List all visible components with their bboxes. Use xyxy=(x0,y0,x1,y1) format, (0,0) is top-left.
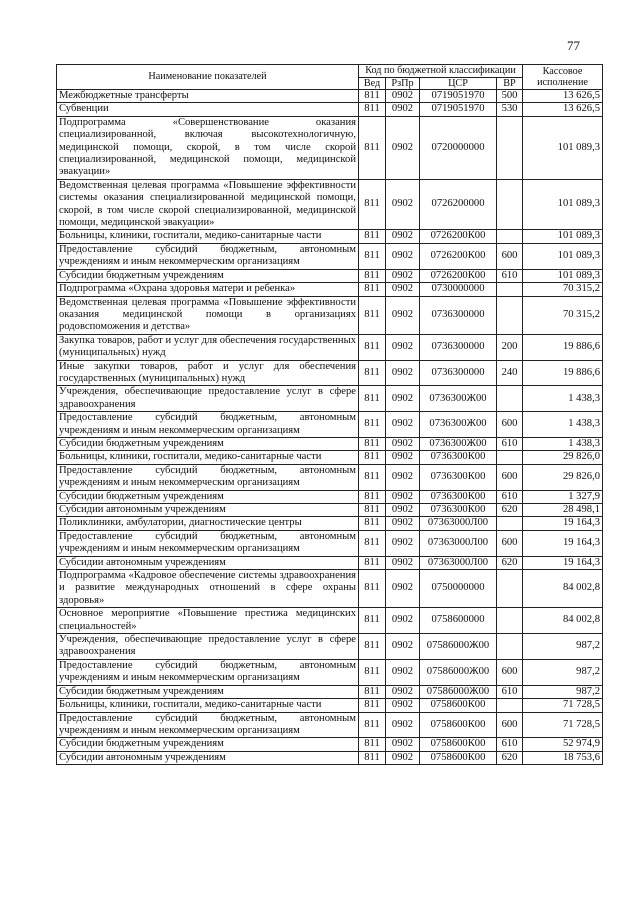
row-rzpr: 0902 xyxy=(386,738,420,751)
table-row xyxy=(57,530,603,556)
row-rzpr: 0902 xyxy=(386,230,420,243)
row-amount: 101 089,3 xyxy=(523,179,603,230)
row-amount: 84 002,8 xyxy=(523,608,603,634)
row-name: Подпрограмма «Совершенствование оказания специализированной, включая высокотехнологичную, медицинской помощи, скорой, в том числе скорой специализированной, медицинской помощи, медицинской эвакуации» xyxy=(57,116,359,179)
header-csr: ЦСР xyxy=(420,77,497,90)
row-name: Субсидии автономным учреждениям xyxy=(57,504,359,517)
row-vr xyxy=(497,517,523,530)
row-csr: 0758600К00 xyxy=(420,751,497,764)
row-rzpr: 0902 xyxy=(386,634,420,660)
row-csr: 0736300Ж00 xyxy=(420,437,497,450)
row-amount: 101 089,3 xyxy=(523,230,603,243)
table-row xyxy=(57,386,603,412)
row-rzpr: 0902 xyxy=(386,570,420,608)
row-csr: 0736300Ж00 xyxy=(420,386,497,412)
row-rzpr: 0902 xyxy=(386,386,420,412)
row-vr xyxy=(497,116,523,179)
row-amount: 52 974,9 xyxy=(523,738,603,751)
row-rzpr: 0902 xyxy=(386,296,420,334)
row-vr xyxy=(497,386,523,412)
row-name: Субвенции xyxy=(57,103,359,116)
table-row xyxy=(57,451,603,464)
row-ved: 811 xyxy=(359,437,386,450)
header-name: Наименование показателей xyxy=(57,65,359,90)
row-ved: 811 xyxy=(359,360,386,386)
table-row xyxy=(57,504,603,517)
row-name: Предоставление субсидий бюджетным, автономным учреждениям и иным некоммерческим организациям xyxy=(57,712,359,738)
row-csr: 0720000000 xyxy=(420,116,497,179)
row-csr: 0726200К00 xyxy=(420,243,497,269)
row-csr: 0719051970 xyxy=(420,90,497,103)
row-ved: 811 xyxy=(359,386,386,412)
row-ved: 811 xyxy=(359,699,386,712)
row-name: Ведомственная целевая программа «Повышение эффективности оказания медицинской помощи в организациях родовспоможения и детства» xyxy=(57,296,359,334)
row-csr: 0736300000 xyxy=(420,334,497,360)
row-vr xyxy=(497,608,523,634)
table-row xyxy=(57,296,603,334)
table-row xyxy=(57,103,603,116)
row-csr: 0758600000 xyxy=(420,608,497,634)
table-row xyxy=(57,517,603,530)
table-row xyxy=(57,738,603,751)
row-name: Предоставление субсидий бюджетным, автономным учреждениям и иным некоммерческим организациям xyxy=(57,464,359,490)
row-amount: 19 164,3 xyxy=(523,517,603,530)
row-rzpr: 0902 xyxy=(386,451,420,464)
row-csr: 0758600К00 xyxy=(420,699,497,712)
row-csr: 07586000Ж00 xyxy=(420,659,497,685)
row-ved: 811 xyxy=(359,334,386,360)
row-vr: 610 xyxy=(497,269,523,282)
row-ved: 811 xyxy=(359,751,386,764)
row-name: Подпрограмма «Охрана здоровья матери и ребенка» xyxy=(57,283,359,296)
row-vr: 610 xyxy=(497,490,523,503)
row-name: Предоставление субсидий бюджетным, автономным учреждениям и иным некоммерческим организациям xyxy=(57,243,359,269)
row-rzpr: 0902 xyxy=(386,712,420,738)
row-name: Учреждения, обеспечивающие предоставление услуг в сфере здравоохранения xyxy=(57,634,359,660)
row-name: Субсидии автономным учреждениям xyxy=(57,751,359,764)
table-header xyxy=(57,65,603,90)
row-amount: 70 315,2 xyxy=(523,296,603,334)
row-amount: 29 826,0 xyxy=(523,464,603,490)
row-vr: 600 xyxy=(497,530,523,556)
table-row xyxy=(57,90,603,103)
row-csr: 0726200000 xyxy=(420,179,497,230)
row-name: Подпрограмма «Кадровое обеспечение системы здравоохранения и развитие международных отношений в сфере охраны здоровья» xyxy=(57,570,359,608)
row-csr: 0726200К00 xyxy=(420,230,497,243)
row-ved: 811 xyxy=(359,517,386,530)
row-name: Межбюджетные трансферты xyxy=(57,90,359,103)
row-rzpr: 0902 xyxy=(386,412,420,438)
row-ved: 811 xyxy=(359,269,386,282)
table-row xyxy=(57,570,603,608)
row-ved: 811 xyxy=(359,116,386,179)
row-vr: 600 xyxy=(497,712,523,738)
page-number: 77 xyxy=(567,38,580,53)
row-name: Учреждения, обеспечивающие предоставление услуг в сфере здравоохранения xyxy=(57,386,359,412)
row-rzpr: 0902 xyxy=(386,490,420,503)
row-rzpr: 0902 xyxy=(386,334,420,360)
table-row xyxy=(57,412,603,438)
row-amount: 71 728,5 xyxy=(523,712,603,738)
table-row xyxy=(57,179,603,230)
header-ved: Вед xyxy=(359,77,386,90)
row-rzpr: 0902 xyxy=(386,685,420,698)
row-amount: 19 886,6 xyxy=(523,334,603,360)
row-name: Субсидии бюджетным учреждениям xyxy=(57,685,359,698)
row-csr: 0736300К00 xyxy=(420,464,497,490)
row-name: Субсидии бюджетным учреждениям xyxy=(57,490,359,503)
row-ved: 811 xyxy=(359,712,386,738)
row-csr: 0758600К00 xyxy=(420,738,497,751)
row-csr: 07363000Л00 xyxy=(420,530,497,556)
header-vr: ВР xyxy=(497,77,523,90)
table-row xyxy=(57,634,603,660)
table-row xyxy=(57,360,603,386)
row-ved: 811 xyxy=(359,412,386,438)
row-name: Больницы, клиники, госпитали, медико-санитарные части xyxy=(57,451,359,464)
row-ved: 811 xyxy=(359,556,386,569)
row-ved: 811 xyxy=(359,685,386,698)
row-amount: 19 164,3 xyxy=(523,530,603,556)
row-csr: 0736300К00 xyxy=(420,504,497,517)
row-rzpr: 0902 xyxy=(386,437,420,450)
row-csr: 0750000000 xyxy=(420,570,497,608)
table-row xyxy=(57,334,603,360)
row-name: Субсидии автономным учреждениям xyxy=(57,556,359,569)
row-rzpr: 0902 xyxy=(386,504,420,517)
row-csr: 0736300000 xyxy=(420,296,497,334)
table-row xyxy=(57,556,603,569)
table-row xyxy=(57,751,603,764)
row-rzpr: 0902 xyxy=(386,90,420,103)
row-vr: 620 xyxy=(497,751,523,764)
row-ved: 811 xyxy=(359,296,386,334)
row-vr: 240 xyxy=(497,360,523,386)
row-ved: 811 xyxy=(359,283,386,296)
row-vr: 530 xyxy=(497,103,523,116)
row-csr: 0736300К00 xyxy=(420,490,497,503)
row-name: Субсидии бюджетным учреждениям xyxy=(57,738,359,751)
row-amount: 1 438,3 xyxy=(523,437,603,450)
row-amount: 987,2 xyxy=(523,634,603,660)
table-row xyxy=(57,699,603,712)
row-rzpr: 0902 xyxy=(386,608,420,634)
header-amount: Кассовое исполнение xyxy=(523,65,603,90)
table-row xyxy=(57,685,603,698)
row-rzpr: 0902 xyxy=(386,464,420,490)
row-csr: 0736300К00 xyxy=(420,451,497,464)
row-vr: 600 xyxy=(497,464,523,490)
row-rzpr: 0902 xyxy=(386,751,420,764)
table-row xyxy=(57,269,603,282)
row-amount: 18 753,6 xyxy=(523,751,603,764)
row-name: Ведомственная целевая программа «Повышение эффективности системы оказания специализированной медицинской помощи, скорой, в том числе скорой специализированной, медицинской помощи, медицинской эвакуации» xyxy=(57,179,359,230)
row-amount: 987,2 xyxy=(523,659,603,685)
table-row xyxy=(57,283,603,296)
row-amount: 13 626,5 xyxy=(523,90,603,103)
row-ved: 811 xyxy=(359,659,386,685)
row-vr xyxy=(497,230,523,243)
row-csr: 0736300Ж00 xyxy=(420,412,497,438)
row-name: Предоставление субсидий бюджетным, автономным учреждениям и иным некоммерческим организациям xyxy=(57,659,359,685)
row-rzpr: 0902 xyxy=(386,517,420,530)
row-ved: 811 xyxy=(359,451,386,464)
row-rzpr: 0902 xyxy=(386,360,420,386)
budget-execution-table xyxy=(56,64,603,765)
row-name: Поликлиники, амбулатории, диагностические центры xyxy=(57,517,359,530)
row-vr: 610 xyxy=(497,437,523,450)
row-rzpr: 0902 xyxy=(386,530,420,556)
row-vr xyxy=(497,296,523,334)
row-name: Предоставление субсидий бюджетным, автономным учреждениям и иным некоммерческим организациям xyxy=(57,412,359,438)
row-name: Предоставление субсидий бюджетным, автономным учреждениям и иным некоммерческим организациям xyxy=(57,530,359,556)
table-row xyxy=(57,659,603,685)
row-amount: 28 498,1 xyxy=(523,504,603,517)
row-amount: 1 438,3 xyxy=(523,412,603,438)
row-csr: 0726200К00 xyxy=(420,269,497,282)
row-csr: 07586000Ж00 xyxy=(420,634,497,660)
row-ved: 811 xyxy=(359,608,386,634)
row-rzpr: 0902 xyxy=(386,269,420,282)
table-row xyxy=(57,464,603,490)
table-row xyxy=(57,490,603,503)
table-row xyxy=(57,116,603,179)
row-amount: 101 089,3 xyxy=(523,269,603,282)
row-vr: 620 xyxy=(497,504,523,517)
row-csr: 0719051970 xyxy=(420,103,497,116)
row-vr: 200 xyxy=(497,334,523,360)
row-rzpr: 0902 xyxy=(386,179,420,230)
row-ved: 811 xyxy=(359,464,386,490)
row-vr: 600 xyxy=(497,659,523,685)
row-amount: 19 886,6 xyxy=(523,360,603,386)
row-vr: 600 xyxy=(497,243,523,269)
row-amount: 1 327,9 xyxy=(523,490,603,503)
row-ved: 811 xyxy=(359,490,386,503)
row-rzpr: 0902 xyxy=(386,116,420,179)
header-code-group: Код по бюджетной классификации xyxy=(359,65,523,78)
row-csr: 0758600К00 xyxy=(420,712,497,738)
row-ved: 811 xyxy=(359,634,386,660)
header-rzpr: РзПр xyxy=(386,77,420,90)
row-name: Больницы, клиники, госпитали, медико-санитарные части xyxy=(57,230,359,243)
row-ved: 811 xyxy=(359,90,386,103)
row-amount: 1 438,3 xyxy=(523,386,603,412)
row-vr: 600 xyxy=(497,412,523,438)
row-amount: 70 315,2 xyxy=(523,283,603,296)
row-amount: 19 164,3 xyxy=(523,556,603,569)
table-body xyxy=(57,90,603,765)
row-csr: 0730000000 xyxy=(420,283,497,296)
row-amount: 101 089,3 xyxy=(523,116,603,179)
row-name: Больницы, клиники, госпитали, медико-санитарные части xyxy=(57,699,359,712)
row-name: Иные закупки товаров, работ и услуг для обеспечения государственных (муниципальных) нужд xyxy=(57,360,359,386)
row-vr: 620 xyxy=(497,556,523,569)
row-csr: 07586000Ж00 xyxy=(420,685,497,698)
row-amount: 13 626,5 xyxy=(523,103,603,116)
row-rzpr: 0902 xyxy=(386,699,420,712)
table-row xyxy=(57,608,603,634)
row-vr xyxy=(497,699,523,712)
table-row xyxy=(57,437,603,450)
row-amount: 71 728,5 xyxy=(523,699,603,712)
row-ved: 811 xyxy=(359,179,386,230)
row-amount: 101 089,3 xyxy=(523,243,603,269)
row-vr: 500 xyxy=(497,90,523,103)
row-rzpr: 0902 xyxy=(386,659,420,685)
row-vr: 610 xyxy=(497,738,523,751)
row-vr: 610 xyxy=(497,685,523,698)
row-csr: 0736300000 xyxy=(420,360,497,386)
row-amount: 29 826,0 xyxy=(523,451,603,464)
row-ved: 811 xyxy=(359,103,386,116)
row-amount: 84 002,8 xyxy=(523,570,603,608)
row-name: Основное мероприятие «Повышение престижа медицинских специальностей» xyxy=(57,608,359,634)
table-row xyxy=(57,243,603,269)
row-name: Субсидии бюджетным учреждениям xyxy=(57,437,359,450)
row-rzpr: 0902 xyxy=(386,556,420,569)
row-vr xyxy=(497,634,523,660)
row-rzpr: 0902 xyxy=(386,283,420,296)
row-ved: 811 xyxy=(359,530,386,556)
row-vr xyxy=(497,179,523,230)
row-ved: 811 xyxy=(359,230,386,243)
table-row xyxy=(57,712,603,738)
row-amount: 987,2 xyxy=(523,685,603,698)
row-rzpr: 0902 xyxy=(386,243,420,269)
table-row xyxy=(57,230,603,243)
row-ved: 811 xyxy=(359,738,386,751)
row-vr xyxy=(497,283,523,296)
row-csr: 07363000Л00 xyxy=(420,556,497,569)
row-csr: 07363000Л00 xyxy=(420,517,497,530)
row-vr xyxy=(497,570,523,608)
row-ved: 811 xyxy=(359,504,386,517)
row-ved: 811 xyxy=(359,243,386,269)
row-name: Закупка товаров, работ и услуг для обеспечения государственных (муниципальных) нужд xyxy=(57,334,359,360)
row-name: Субсидии бюджетным учреждениям xyxy=(57,269,359,282)
row-ved: 811 xyxy=(359,570,386,608)
row-rzpr: 0902 xyxy=(386,103,420,116)
row-vr xyxy=(497,451,523,464)
